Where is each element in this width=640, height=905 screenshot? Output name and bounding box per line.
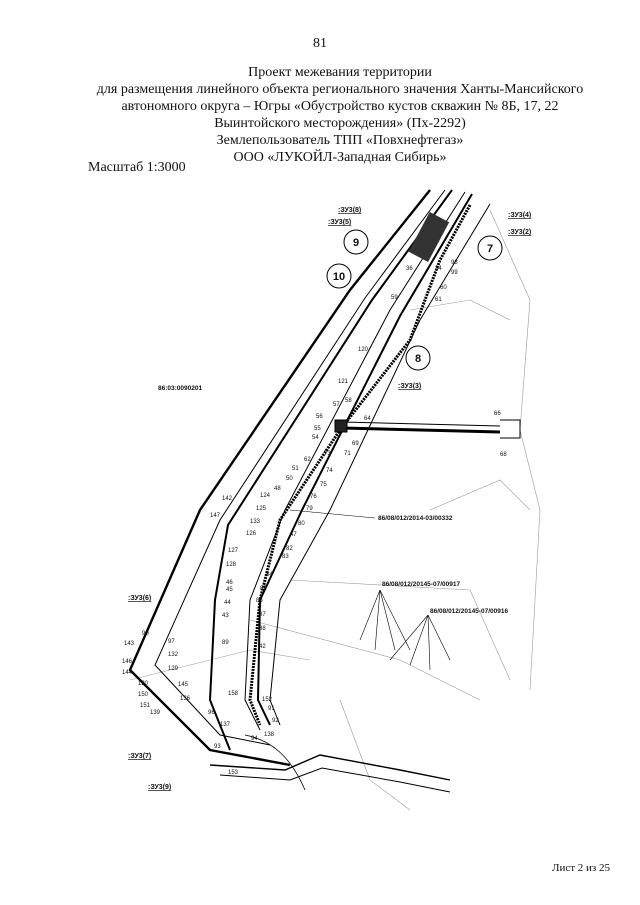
hatched-block (409, 212, 450, 262)
point-label: 69 (352, 441, 359, 447)
map-scale: Масштаб 1:3000 (88, 160, 186, 175)
point-label: 51 (292, 466, 299, 472)
point-label: 99 (451, 270, 458, 276)
point-label: 136 (180, 696, 191, 702)
point-label: 55 (314, 426, 321, 432)
point-label: 59 (391, 295, 398, 301)
point-label: 127 (228, 548, 239, 554)
point-label: 76 (310, 494, 317, 500)
point-label: 91 (268, 706, 275, 712)
point-label: 83 (282, 554, 289, 560)
point-label: 124 (260, 493, 271, 499)
zone-label: :ЗУ3(4) (508, 212, 532, 219)
point-label: 66 (494, 411, 501, 417)
point-label: 97 (168, 639, 175, 645)
point-label: 151 (140, 703, 151, 709)
circle-number: 8 (414, 353, 422, 365)
cadastral-label: 86/08/012/2014-03/00332 (378, 515, 453, 522)
point-label: 143 (124, 641, 135, 647)
point-label: 82 (286, 546, 293, 552)
zone-label: :ЗУ3(2) (508, 229, 532, 236)
point-label: 80 (298, 521, 305, 527)
point-label: 57 (333, 402, 340, 408)
point-label: 45 (226, 587, 233, 593)
circle-number: 7 (486, 243, 494, 255)
circle-number: 10 (332, 271, 346, 283)
point-label: 152 (262, 697, 273, 703)
point-label: 145 (178, 682, 189, 688)
zone-label: :ЗУ3(8) (338, 207, 362, 214)
point-label: 79 (306, 506, 313, 512)
point-label: 147 (210, 513, 221, 519)
cadastral-leaders (290, 510, 450, 670)
point-label: 139 (150, 710, 161, 716)
zone-labels (128, 207, 531, 791)
point-label: 56 (316, 414, 323, 420)
point-label: 74 (326, 468, 333, 474)
circle-number: 9 (352, 237, 360, 249)
point-label: 98 (451, 260, 458, 266)
point-label: 85 (260, 586, 267, 592)
point-label: 153 (228, 770, 239, 776)
point-label: 71 (344, 451, 351, 457)
point-label: 61 (435, 297, 442, 303)
point-label: 121 (338, 379, 349, 385)
point-label: 68 (500, 452, 507, 458)
point-label: 87 (259, 612, 266, 618)
survey-map (110, 180, 580, 820)
document-title (60, 64, 620, 166)
point-label: 146 (122, 659, 133, 665)
title-line-6: ООО «ЛУКОЙЛ-Западная Сибирь» (233, 150, 447, 165)
point-label: 120 (358, 347, 369, 353)
point-label: 58 (345, 398, 352, 404)
point-label: 36 (406, 266, 413, 272)
point-label: 88 (259, 626, 266, 632)
point-label: 142 (222, 496, 233, 502)
title-line-3: автономного округа – Югры «Обустройство кустов скважин № 8Б, 17, 22 (121, 99, 559, 114)
point-label: 64 (364, 416, 371, 422)
point-label: 138 (264, 732, 275, 738)
point-label: 150 (138, 692, 149, 698)
point-label: 89 (222, 640, 229, 646)
title-line-2: для размещения линейного объекта регионального значения Ханты-Мансийского (96, 82, 584, 97)
point-label: 62 (304, 457, 311, 463)
zone-label: :ЗУ3(5) (328, 219, 352, 226)
point-label: 128 (226, 562, 237, 568)
point-label: 93 (214, 744, 221, 750)
point-label: 34 (435, 266, 442, 272)
point-label: 133 (250, 519, 261, 525)
sheet-label: Лист 2 из 25 (552, 862, 611, 874)
point-label: 90 (142, 631, 149, 637)
point-label: 43 (222, 613, 229, 619)
point-label: 46 (226, 580, 233, 586)
title-line-5: Землепользователь ТПП «Повхнефтегаз» (216, 133, 464, 148)
point-label: 94 (251, 736, 258, 742)
cadastral-label: 86/08/012/20145-07/00916 (430, 608, 509, 615)
point-label: 129 (168, 666, 179, 672)
point-label: 126 (246, 531, 257, 537)
point-label: 42 (259, 644, 266, 650)
zone-label: :ЗУ3(6) (128, 595, 152, 602)
point-label: 75 (320, 482, 327, 488)
title-line-4: Выинтойского месторождения» (Пх-2292) (214, 116, 466, 131)
point-label: 47 (290, 532, 297, 538)
point-label: 50 (286, 476, 293, 482)
page-number: 81 (313, 36, 327, 51)
title-line-1: Проект межевания территории (248, 65, 432, 80)
point-label: 158 (228, 691, 239, 697)
point-label: 132 (168, 652, 179, 658)
point-label: 86 (256, 598, 263, 604)
cadastral-label: 86/08/012/20145-07/00917 (382, 581, 461, 588)
point-label: 144 (122, 670, 133, 676)
point-label: 60 (440, 285, 447, 291)
point-label: 96 (208, 710, 215, 716)
point-label: 84 (266, 572, 273, 578)
cadastral-label: 86:03:0090201 (158, 385, 203, 392)
point-label: 125 (256, 506, 267, 512)
base-map-lines (130, 210, 540, 810)
pipeline-hatched (250, 205, 470, 725)
point-label: 48 (274, 486, 281, 492)
point-label: 137 (220, 722, 231, 728)
zone-label: :ЗУ3(7) (128, 753, 152, 760)
zone-label: :ЗУ3(3) (398, 383, 422, 390)
point-label: 44 (224, 600, 231, 606)
zone-label: :ЗУ3(9) (148, 784, 172, 791)
cadastral-labels (158, 385, 508, 615)
point-label: 54 (312, 435, 319, 441)
point-label: 130 (138, 681, 149, 687)
east-branch (335, 420, 520, 438)
point-label: 92 (272, 718, 279, 724)
point-label: 73 (324, 451, 331, 457)
